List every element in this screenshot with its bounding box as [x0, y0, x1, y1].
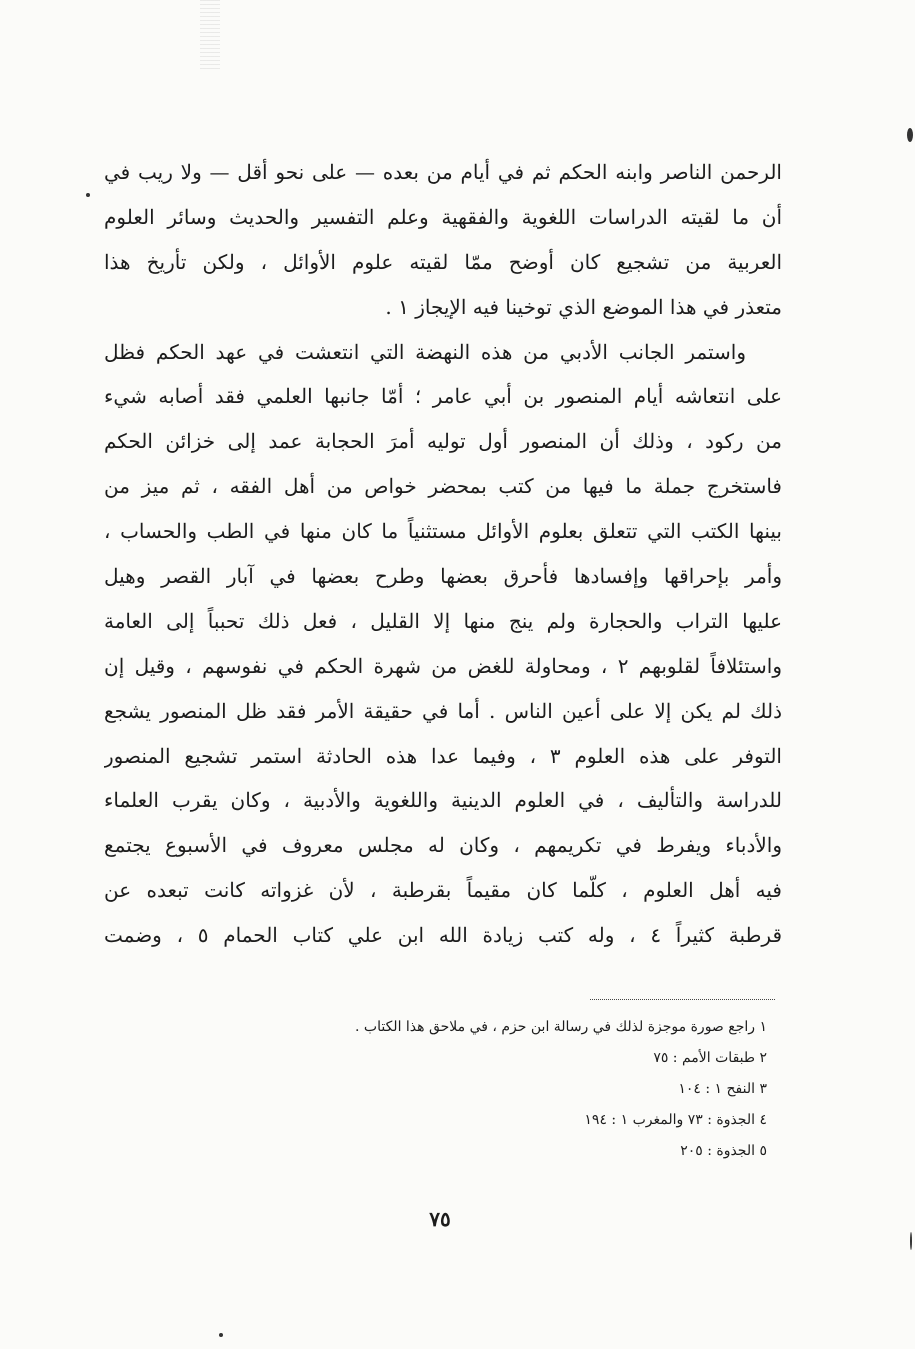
footnote: ٣ النفح ١ : ١٠٤ — [678, 1081, 767, 1097]
body-text — [104, 150, 782, 958]
ink-speck — [910, 1232, 912, 1250]
text-line: للدراسة والتأليف ، في العلوم الدينية واللغوية والأدبية ، وكان يقرب العلماء — [104, 788, 782, 813]
text-line: التوفر على هذه العلوم ٣ ، وفيما عدا هذه الحادثة استمر تشجيع المنصور — [104, 743, 782, 768]
text-line: بينها الكتب التي تتعلق بعلوم الأوائل مستثنياً ما كان منها في الطب والحساب ، — [104, 519, 782, 544]
footnote: ٥ الجذوة : ٢٠٥ — [680, 1143, 767, 1159]
scan-artifact — [200, 0, 220, 70]
footnotes — [207, 1012, 767, 1167]
text-line: متعذر في هذا الموضع الذي توخينا فيه الإيجاز ١ . — [385, 294, 782, 319]
text-line: عليها التراب والحجارة ولم ينج منها إلا القليل ، فعل ذلك تحبباً إلى العامة — [104, 608, 782, 633]
footnote-divider — [590, 999, 775, 1000]
footnote: ٢ طبقات الأمم : ٧٥ — [653, 1050, 767, 1066]
text-line: فاستخرج جملة ما فيها من كتب بمحضر خواص من أهل الفقه ، ثم ميز من — [104, 474, 782, 499]
footnote: ١ راجع صورة موجزة لذلك في رسالة ابن حزم ، في ملاحق هذا الكتاب . — [355, 1019, 767, 1035]
text-line: قرطبة كثيراً ٤ ، وله كتب زيادة الله ابن علي كتاب الحمام ٥ ، وضمت — [104, 923, 782, 948]
ink-speck — [86, 193, 90, 197]
text-line: من ركود ، وذلك أن المنصور أول توليه أمرَ الحجابة عمد إلى خزائن الحكم — [104, 429, 782, 454]
ink-speck — [219, 1333, 223, 1337]
text-line: أن ما لقيته الدراسات اللغوية والفقهية وعلم التفسير والحديث وسائر العلوم — [104, 204, 782, 229]
text-line: واستئلافاً لقلوبهم ٢ ، ومحاولة للغض من شهرة الحكم في نفوسهم ، وقيل إن — [104, 653, 782, 678]
text-line: ذلك لم يكن إلا على أعين الناس . أما في حقيقة الأمر فقد ظل المنصور يشجع — [104, 698, 782, 723]
page-number: ٧٥ — [429, 1207, 451, 1231]
text-line: فيه أهل العلوم ، كلّما كان مقيماً بقرطبة ، لأن غزواته كانت تبعده عن — [104, 878, 782, 903]
text-line: على انتعاشه أيام المنصور بن أبي عامر ؛ أمّا جانبها العلمي فقد أصابه شيء — [104, 384, 782, 409]
footnote: ٤ الجذوة : ٧٣ والمغرب ١ : ١٩٤ — [584, 1112, 767, 1128]
ink-speck — [907, 128, 913, 142]
text-line: وأمر بإحراقها وإفسادها فأحرق بعضها وطرح بعضها في آبار القصر وهيل — [104, 564, 782, 589]
text-line: الرحمن الناصر وابنه الحكم ثم في أيام من بعده — على نحو أقل — ولا ريب في — [104, 160, 782, 184]
text-line: والأدباء ويفرط في تكريمهم ، وكان له مجلس معروف في الأسبوع يجتمع — [104, 833, 782, 858]
text-line: واستمر الجانب الأدبي من هذه النهضة التي انتعشت في عهد الحكم فظل — [104, 339, 746, 364]
text-line: العربية من تشجيع كان أوضح ممّا لقيته علوم الأوائل ، ولكن تأريخ هذا — [104, 249, 782, 274]
